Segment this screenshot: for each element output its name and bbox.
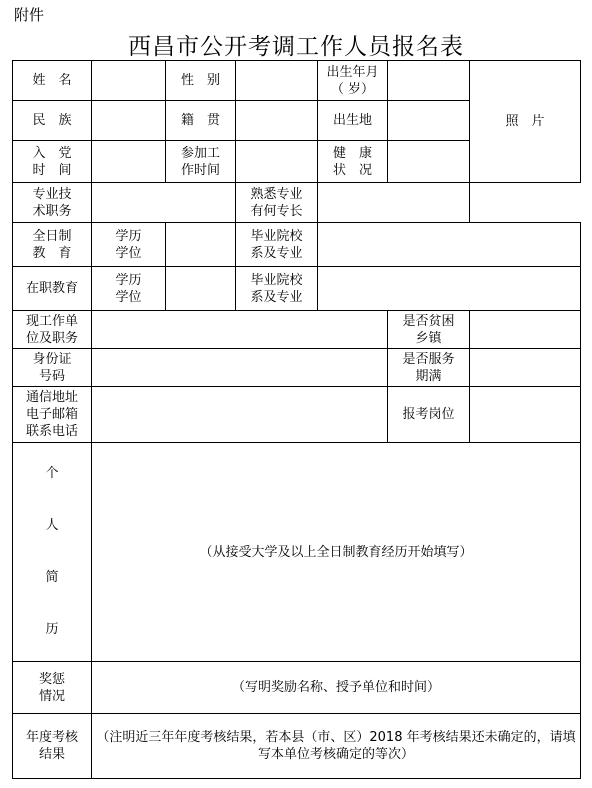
inservice-school-field[interactable]	[318, 267, 581, 311]
current-job-label: 现工作单 位及职务	[13, 311, 92, 349]
current-job-field[interactable]	[92, 311, 388, 349]
position-field[interactable]	[470, 387, 581, 443]
tech-title-field[interactable]	[92, 183, 236, 223]
health-label: 健 康 状 况	[318, 141, 388, 183]
gender-field[interactable]	[236, 61, 318, 101]
annual-review-field[interactable]	[92, 714, 581, 779]
fulltime-school-field[interactable]	[318, 223, 581, 267]
work-start-label: 参加工 作时间	[166, 141, 236, 183]
annual-review-note: （注明近三年年度考核结果，若本县（市、区）2018 年考核结果还未确定的，请填写本单位考核确定的等次）	[96, 730, 576, 762]
inservice-degree-label: 学历 学位	[92, 267, 166, 311]
inservice-degree-field[interactable]	[166, 267, 236, 311]
birth-date-field[interactable]	[388, 61, 470, 101]
fulltime-degree-label: 学历 学位	[92, 223, 166, 267]
photo-box[interactable]: 照 片	[470, 61, 581, 183]
contact-label: 通信地址 电子邮箱 联系电话	[13, 387, 92, 443]
inservice-edu-label: 在职教育	[13, 267, 92, 311]
attachment-label: 附件	[14, 6, 45, 24]
inservice-school-label: 毕业院校 系及专业	[236, 267, 318, 311]
service-term-label: 是否服务 期满	[388, 349, 470, 387]
name-label: 姓 名	[13, 61, 92, 101]
rewards-label: 奖惩 情况	[13, 662, 92, 714]
ethnicity-field[interactable]	[92, 101, 166, 141]
party-date-label: 入 党 时 间	[13, 141, 92, 183]
resume-label: 个 人 简 历	[13, 443, 92, 662]
birthplace-field[interactable]	[388, 101, 470, 141]
id-number-label: 身份证 号码	[13, 349, 92, 387]
rewards-field[interactable]	[92, 662, 581, 714]
fulltime-edu-label: 全日制 教 育	[13, 223, 92, 267]
specialty-label: 熟悉专业 有何专长	[236, 183, 318, 223]
birthplace-label: 出生地	[318, 101, 388, 141]
annual-review-label: 年度考核 结果	[13, 714, 92, 779]
party-date-field[interactable]	[92, 141, 166, 183]
registration-form-table	[12, 60, 581, 779]
resume-field[interactable]	[92, 443, 581, 662]
health-field[interactable]	[388, 141, 470, 183]
tech-title-label: 专业技 术职务	[13, 183, 92, 223]
fulltime-degree-field[interactable]	[166, 223, 236, 267]
rewards-note: （写明奖励名称、授予单位和时间）	[231, 680, 440, 695]
resume-note: （从接受大学及以上全日制教育经历开始填写）	[199, 544, 473, 560]
native-place-field[interactable]	[236, 101, 318, 141]
service-term-field[interactable]	[470, 349, 581, 387]
page-title: 西昌市公开考调工作人员报名表	[128, 34, 464, 60]
contact-field[interactable]	[92, 387, 388, 443]
native-place-label: 籍 贯	[166, 101, 236, 141]
birth-date-label: 出生年月 （ 岁）	[318, 61, 388, 101]
empty-corner	[470, 183, 581, 223]
id-number-field[interactable]	[92, 349, 388, 387]
ethnicity-label: 民 族	[13, 101, 92, 141]
poor-town-field[interactable]	[470, 311, 581, 349]
work-start-field[interactable]	[236, 141, 318, 183]
name-field[interactable]	[92, 61, 166, 101]
poor-town-label: 是否贫困 乡镇	[388, 311, 470, 349]
specialty-field[interactable]	[318, 183, 470, 223]
position-label: 报考岗位	[388, 387, 470, 443]
gender-label: 性 别	[166, 61, 236, 101]
fulltime-school-label: 毕业院校 系及专业	[236, 223, 318, 267]
